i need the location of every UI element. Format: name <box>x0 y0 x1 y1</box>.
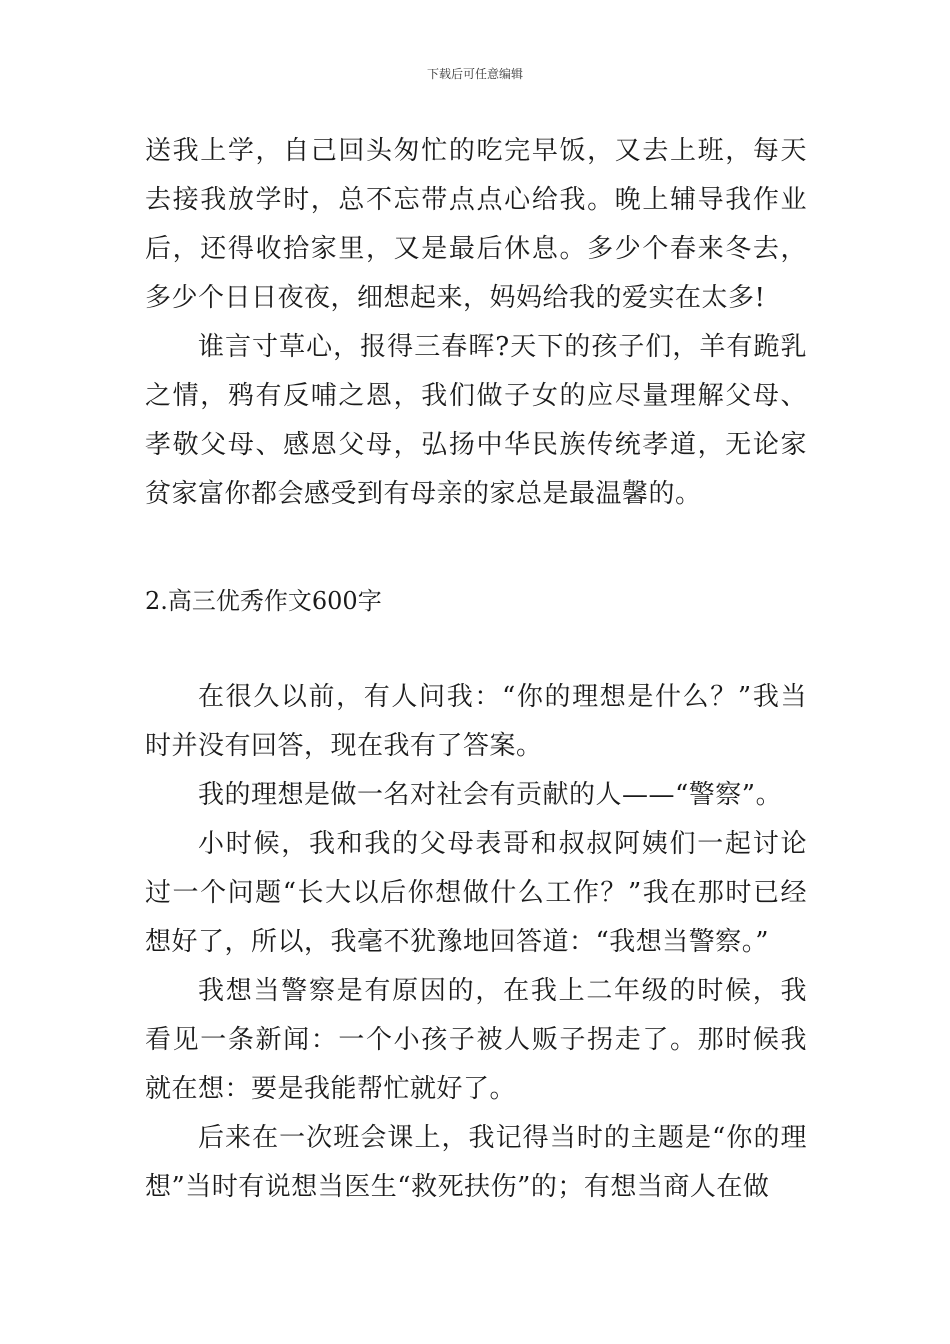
document-body <box>145 127 807 1212</box>
paragraph: 在很久以前，有人问我：“你的理想是什么？”我当时并没有回答，现在我有了答案。 <box>145 682 807 761</box>
paragraph: 后来在一次班会课上，我记得当时的主题是“你的理想”当时有说想当医生“救死扶伤”的；有想当商人在做 <box>145 1123 807 1202</box>
page-header: 下载后可任意编辑 <box>426 67 523 81</box>
spacer <box>145 519 807 577</box>
paragraph: 小时候，我和我的父母表哥和叔叔阿姨们一起讨论过一个问题“长大以后你想做什么工作？”我在那时已经想好了，所以，我毫不犹豫地回答道：“我想当警察。” <box>145 829 807 957</box>
paragraph: 我想当警察是有原因的，在我上二年级的时候，我看见一条新闻：一个小孩子被人贩子拐走了。那时候我就在想：要是我能帮忙就好了。 <box>145 976 807 1104</box>
paragraph: 送我上学，自己回头匆忙的吃完早饭，又去上班，每天去接我放学时，总不忘带点点心给我。晚上辅导我作业后，还得收拾家里，又是最后休息。多少个春来冬去，多少个日日夜夜，细想起来，妈妈给我的爱实在太多! <box>145 136 807 313</box>
section-title: 2.高三优秀作文600字 <box>145 587 382 615</box>
paragraph: 谁言寸草心，报得三春晖?天下的孩子们，羊有跪乳之情，鸦有反哺之恩，我们做子女的应尽量理解父母、孝敬父母、感恩父母，弘扬中华民族传统孝道，无论家贫家富你都会感受到有母亲的家总是最温馨的。 <box>145 332 807 509</box>
spacer <box>145 626 807 673</box>
paragraph: 我的理想是做一名对社会有贡献的人——“警察”。 <box>198 780 783 810</box>
